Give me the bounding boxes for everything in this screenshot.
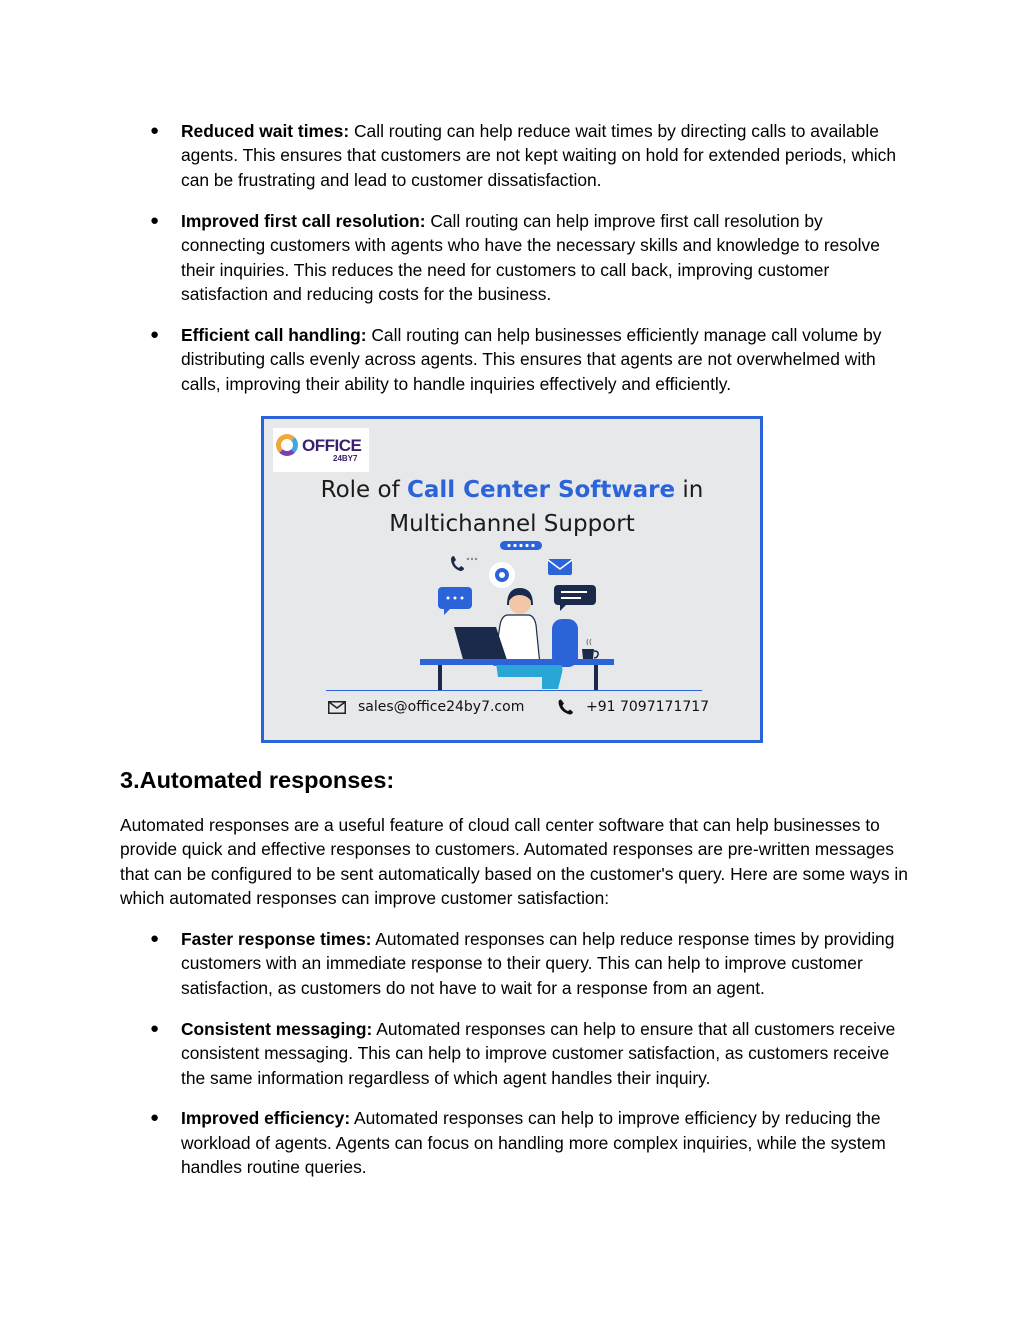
logo-text: OFFICE (302, 436, 362, 455)
item-label: Faster response times: (181, 929, 372, 949)
item-label: Consistent messaging: (181, 1018, 373, 1039)
item-text: Call routing can help reduce wait times by directing calls to available agents. This ensures that customers are not kept waiting on hold for extended periods, which can be frustrating and lead to customer dissatisfaction. (181, 121, 897, 190)
footer-divider (326, 690, 702, 691)
list-item (150, 1106, 910, 1179)
title-line-2: Multichannel Support (389, 511, 635, 537)
bullet-icon: ● (150, 211, 160, 229)
email-text: sales@office24by7.com (358, 699, 525, 715)
promo-image (261, 416, 763, 743)
gear-icon (489, 562, 515, 588)
contact-phone (558, 699, 709, 715)
mail-icon (548, 559, 572, 575)
item-label: Improved efficiency: (181, 1108, 351, 1129)
call-routing-benefits-list (150, 119, 910, 413)
bullet-icon: ● (150, 1109, 160, 1127)
item-text: Call routing can help businesses efficiently manage call volume by distributing calls evenly across agents. This ensures that agents are not overwhelmed with calls, improving their ability to handle inquiries effectively and efficiently. (181, 324, 882, 394)
list-item (150, 323, 910, 396)
section-paragraph: Automated responses are a useful feature of cloud call center software that can help businesses to provide quick and effective responses to customers. Automated responses are pre-written messages that can be configured to be sent automatically based on the customer's query. Here are some ways in which automated responses can improve customer satisfaction: (120, 815, 908, 909)
logo-subtext: 24BY7 (333, 454, 358, 463)
agent-illustration (264, 419, 760, 740)
automated-responses-benefits-list (150, 927, 910, 1196)
item-label: Reduced wait times: (181, 121, 350, 141)
mail-outline-icon (328, 701, 346, 714)
section-heading: 3.Automated responses: (120, 767, 395, 793)
bullet-icon: ● (150, 325, 160, 343)
phone-text: +91 7097171717 (586, 699, 710, 715)
desk (420, 659, 614, 665)
bullet-icon: ● (150, 1019, 160, 1037)
bullet-icon: ● (150, 122, 160, 139)
item-label: Efficient call handling: (181, 324, 367, 345)
title-highlight: Call Center Software (407, 477, 676, 503)
list-item (150, 119, 910, 192)
item-text: Call routing can help improve first call resolution by connecting customers with agents who have the necessary skills and knowledge to resolve their inquiries. This reduces the need for customers to call back, improving customer satisfaction and reducing costs for the business. (181, 210, 880, 304)
list-item (150, 1017, 910, 1090)
list-item (150, 927, 910, 1000)
item-text: Automated responses can help reduce response times by providing customers with an immediate response to their query. This can help to improve customer satisfaction, as customers do not have to wait for a response from an agent. (181, 929, 895, 998)
contact-email (328, 699, 524, 715)
item-text: Automated responses can help to improve efficiency by reducing the workload of agents. Agents can focus on handling more complex inquiries, while the system handles routine queries. (181, 1108, 886, 1178)
phone-small-icon (451, 556, 477, 571)
list-item (150, 209, 910, 307)
phone-icon (558, 699, 574, 715)
chat-bubble-dark-icon (554, 585, 596, 611)
chat-bubble-blue-icon (438, 587, 472, 615)
bullet-icon: ● (150, 930, 160, 947)
item-label: Improved first call resolution: (181, 210, 426, 231)
mug-icon (582, 649, 594, 659)
image-title: Role of Call Center Software in Multichannel Support (264, 473, 760, 541)
item-text: Automated responses can help to ensure that all customers receive consistent messaging. This can help to improve customer satisfaction, as customers receive the same information regardless of which agent handles their inquiry. (181, 1018, 896, 1088)
